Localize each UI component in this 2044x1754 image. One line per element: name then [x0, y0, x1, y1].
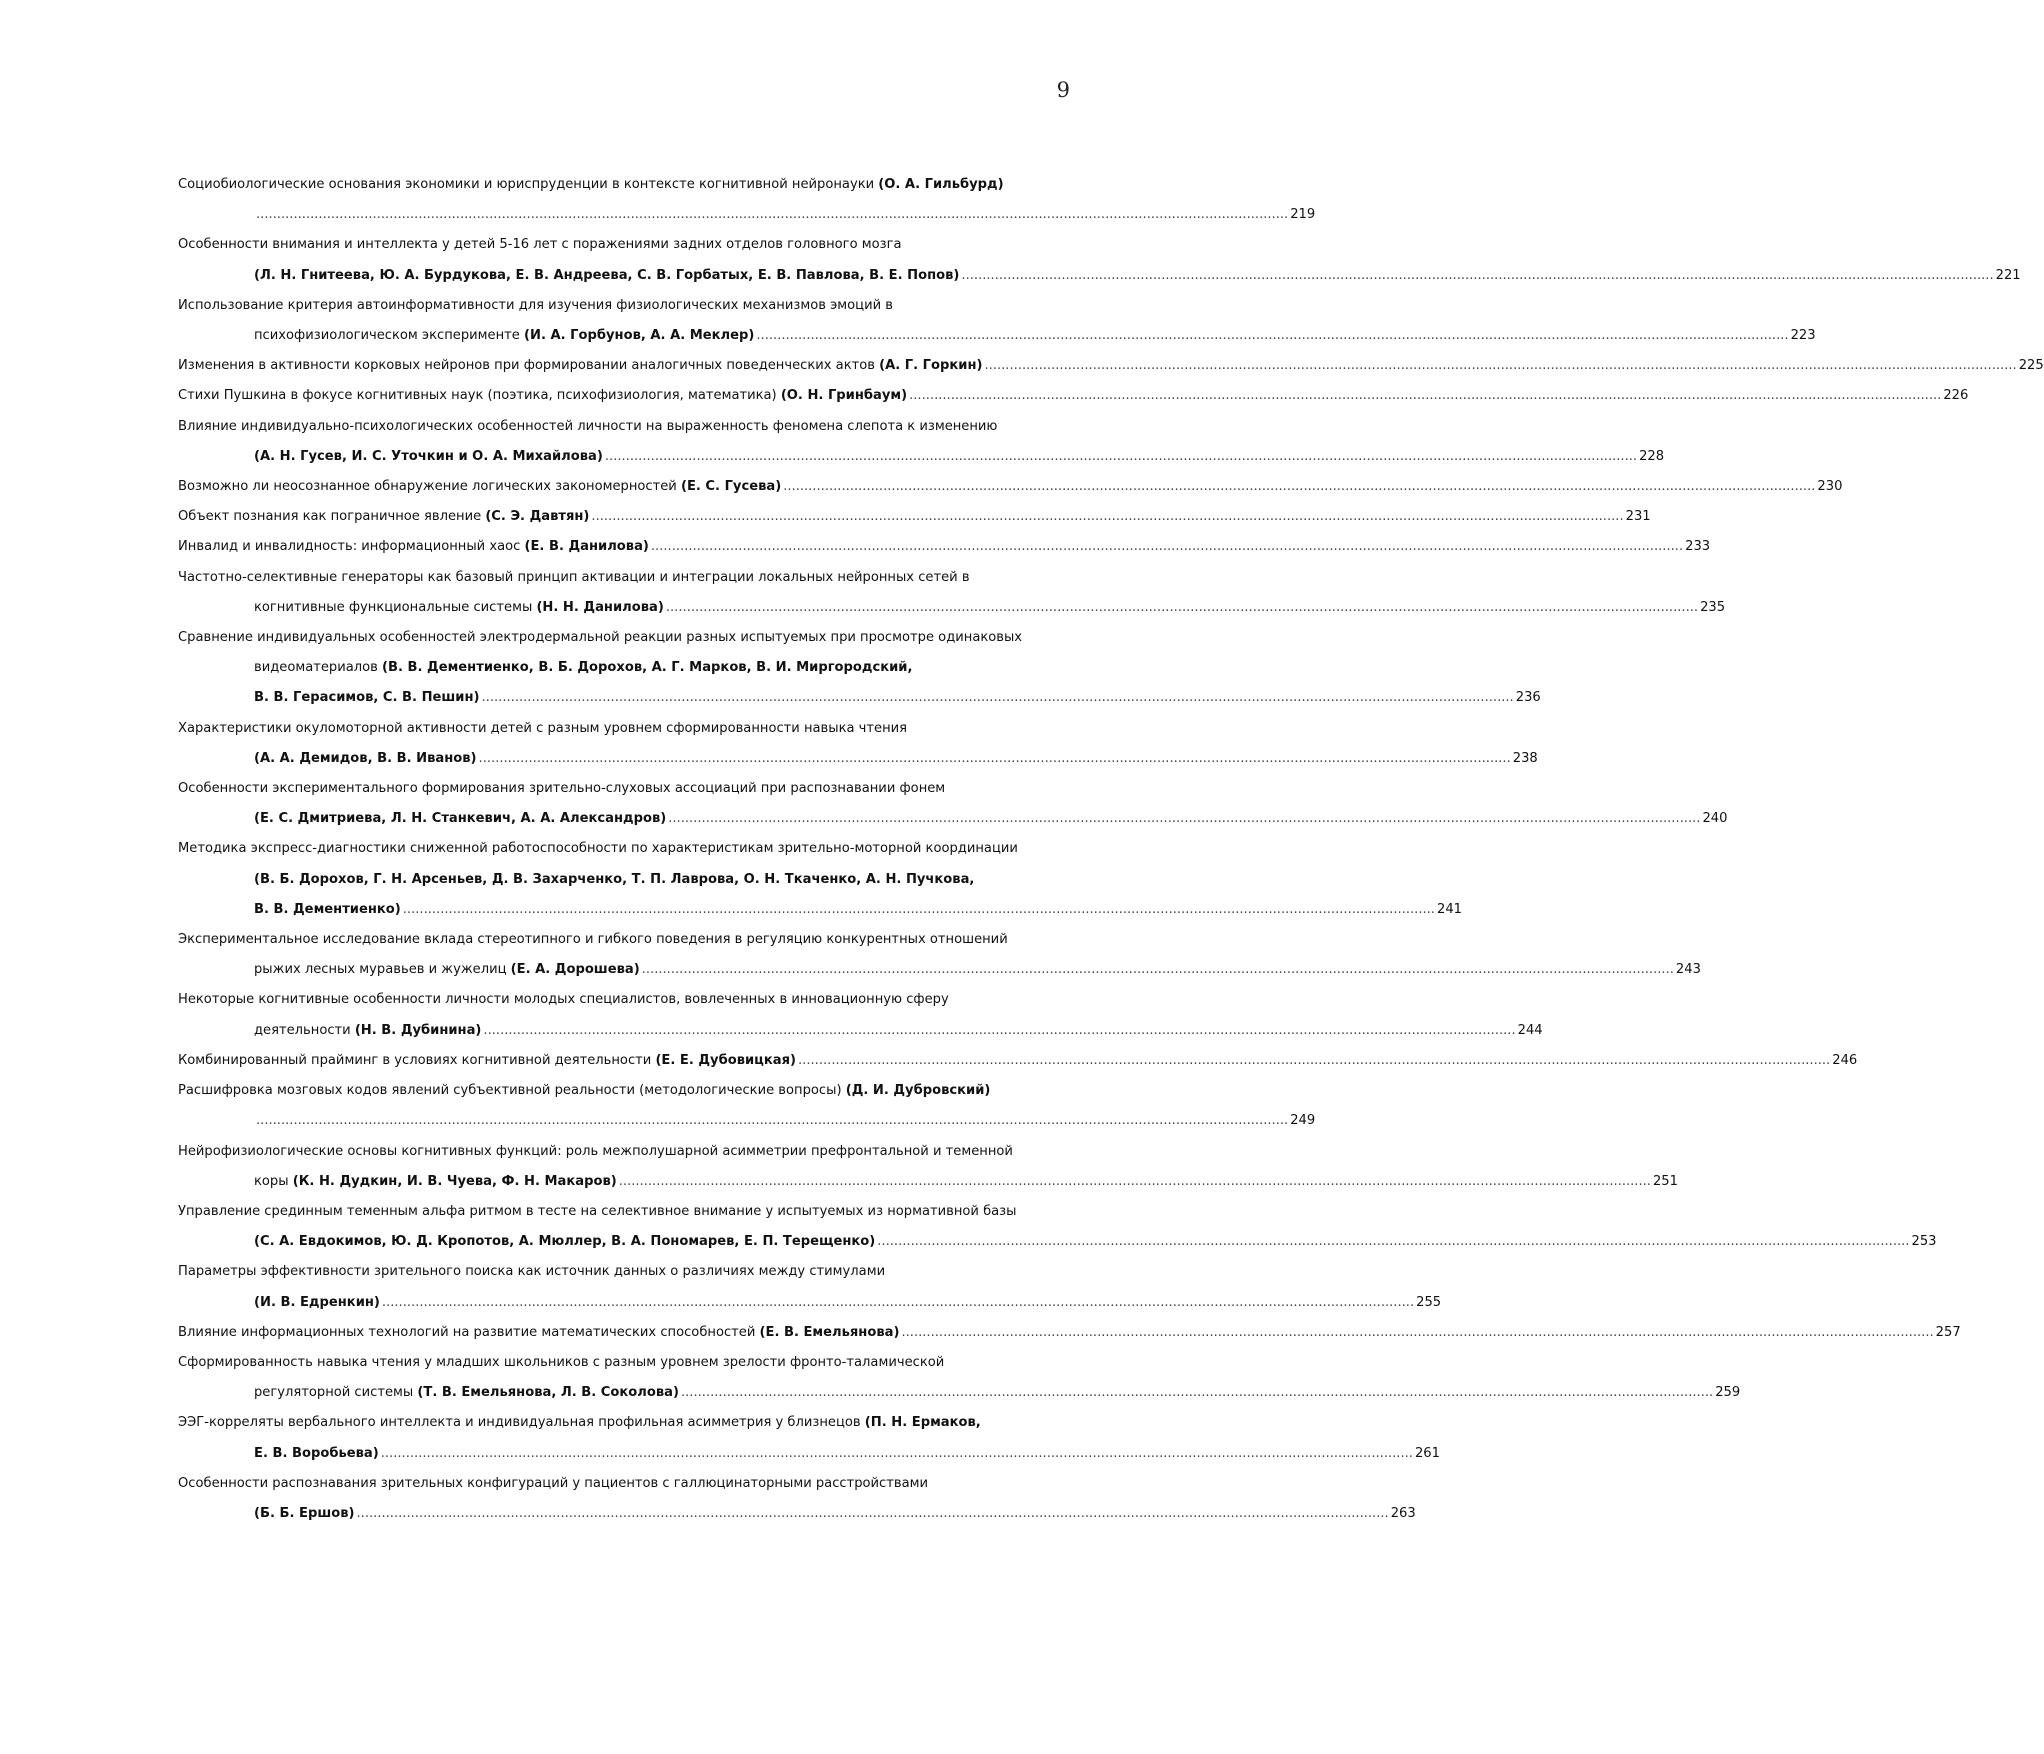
- toc-entry[interactable]: [178, 714, 1538, 774]
- toc-entry[interactable]: [178, 1137, 1678, 1197]
- entry-last-text: [254, 1227, 875, 1257]
- entry-page-number: 236: [1515, 690, 1541, 706]
- entry-leader-line: [254, 744, 1538, 774]
- toc-entry[interactable]: [178, 412, 1665, 472]
- entry-title-text: Частотно-селективные генераторы как базовый принцип активации и интеграции локальных нейронных сетей в: [178, 569, 970, 585]
- entry-last-text: [254, 593, 664, 623]
- entry-last-text: [254, 1016, 481, 1046]
- entry-page-number: 221: [1995, 267, 2021, 283]
- entry-last-text: [254, 1288, 380, 1318]
- entry-last-text: [254, 442, 603, 472]
- entry-title-text: видеоматериалов: [254, 660, 383, 676]
- dot-leader: [666, 593, 1698, 623]
- entry-title-text: деятельности: [254, 1022, 355, 1038]
- entry-title-text: Расшифровка мозговых кодов явлений субъективной реальности (методологические вопросы): [178, 1083, 846, 1099]
- toc-entry[interactable]: [178, 502, 1651, 532]
- toc-entry[interactable]: [178, 1197, 1937, 1257]
- entry-title-line: [178, 563, 1068, 593]
- toc-entry[interactable]: [178, 230, 2021, 290]
- entry-title-text: Сформированность навыка чтения у младших школьников с разным уровнем зрелости фронто-таламической: [178, 1354, 945, 1370]
- entry-last-text: [178, 1046, 796, 1076]
- entry-authors: (Е. Е. Дубовицкая): [655, 1052, 797, 1068]
- entry-authors: (Д. И. Дубровский): [845, 1083, 991, 1099]
- entry-page-number: 235: [1700, 599, 1726, 615]
- entry-title-text: Возможно ли неосознанное обнаружение логических закономерностей: [178, 479, 681, 495]
- entry-authors: (Н. В. Дубинина): [354, 1022, 482, 1038]
- entry-leader-line: [254, 1378, 1741, 1408]
- entry-last-text: [254, 895, 401, 925]
- entry-title-text: Особенности распознавания зрительных конфигураций у пациентов с галлюцинаторными расстройствами: [178, 1475, 929, 1491]
- entry-authors: (П. Н. Ермаков,: [864, 1415, 981, 1431]
- entry-authors: (Е. В. Данилова): [524, 539, 649, 555]
- entry-title-text: психофизиологическом эксперименте: [254, 328, 525, 344]
- entry-page-number: 263: [1390, 1505, 1416, 1521]
- dot-leader: [403, 895, 1435, 925]
- entry-title-line: [178, 714, 1068, 744]
- entry-title-text: Нейрофизиологические основы когнитивных функций: роль межполушарной асимметрии префронтальной и теменной: [178, 1143, 1013, 1159]
- dot-leader: [619, 1167, 1651, 1197]
- entry-title-text: Экспериментальное исследование вклада стереотипного и гибкого поведения в регуляцию конкурентных отношений: [178, 932, 1008, 948]
- entry-title-line: [178, 170, 1068, 200]
- entry-title-text: когнитивные функциональные системы: [254, 599, 537, 615]
- dot-leader: [605, 442, 1637, 472]
- entry-title-line: [178, 1257, 1068, 1287]
- entry-last-text: [254, 1439, 379, 1469]
- entry-title-line: [178, 834, 1068, 864]
- entry-leader-line: [254, 442, 1665, 472]
- dot-leader: [642, 955, 1674, 985]
- entry-last-text: [254, 1499, 355, 1529]
- toc-entry[interactable]: [178, 834, 1462, 925]
- entry-title-line: [178, 1076, 1068, 1106]
- toc-entry[interactable]: [178, 563, 1726, 623]
- entry-leader-line: [254, 1227, 1937, 1257]
- entry-title-text: Методика экспресс-диагностики сниженной работоспособности по характеристикам зрительно-моторной координации: [178, 841, 1018, 857]
- entry-leader-line: [178, 351, 2044, 381]
- dot-leader: [756, 321, 1788, 351]
- entry-leader-line: [254, 321, 1816, 351]
- entry-title-line: [178, 412, 1068, 442]
- entry-leader-line: [178, 1318, 1961, 1348]
- entry-last-text: [178, 1318, 899, 1348]
- dot-leader: [357, 1499, 1389, 1529]
- entry-title-text: Характеристики окуломоторной активности детей с разным уровнем сформированности навыка чтения: [178, 720, 908, 736]
- toc-entry[interactable]: [178, 1257, 1442, 1317]
- entry-last-text: [254, 804, 666, 834]
- entry-authors: (И. В. Едренкин): [254, 1294, 380, 1310]
- entry-authors: (Л. Н. Гнитеева, Ю. А. Бурдукова, Е. В. Андреева, С. В. Горбатых, Е. В. Павлова, В. Е. Попов): [254, 267, 960, 283]
- entry-page-number: 233: [1685, 539, 1711, 555]
- entry-title-line: [178, 1197, 1068, 1227]
- entry-title-text: Особенности внимания и интеллекта у детей 5-16 лет с поражениями задних отделов головного мозга: [178, 237, 902, 253]
- toc-entry[interactable]: [178, 623, 1541, 714]
- entry-leader-line: [254, 1167, 1678, 1197]
- entry-authors: (А. Н. Гусев, И. С. Уточкин и О. А. Михайлова): [254, 448, 603, 464]
- dot-leader: [381, 1439, 1413, 1469]
- entry-last-text: [178, 381, 907, 411]
- entry-last-text: [254, 261, 959, 291]
- toc-entry[interactable]: [178, 1076, 1316, 1136]
- entry-page-number: 249: [1290, 1113, 1316, 1129]
- entry-authors: Е. В. Воробьева): [254, 1445, 379, 1461]
- entry-title-line: [178, 925, 1068, 955]
- entry-authors: В. В. Герасимов, С. В. Пешин): [254, 690, 480, 706]
- entry-page-number: 230: [1817, 479, 1843, 495]
- entry-title-text: Социобиологические основания экономики и юриспруденции в контексте когнитивной нейронауки: [178, 177, 879, 192]
- entry-last-text: [178, 472, 781, 502]
- dot-leader: [256, 1106, 1288, 1136]
- entry-page-number: 241: [1436, 901, 1462, 917]
- entry-title-text: Параметры эффективности зрительного поиска как источник данных о различиях между стимулами: [178, 1264, 886, 1280]
- entry-page-number: 223: [1790, 328, 1816, 344]
- entry-authors: (О. Н. Гринбаум): [780, 388, 908, 404]
- entry-leader-line: [254, 200, 1316, 230]
- dot-leader: [783, 472, 1815, 502]
- entry-continuation-line: [254, 653, 1068, 683]
- entry-leader-line: [254, 261, 2021, 291]
- entry-leader-line: [254, 1106, 1316, 1136]
- entry-page-number: 257: [1935, 1324, 1961, 1340]
- entry-authors: (Е. В. Емельянова): [759, 1324, 900, 1340]
- toc-entry[interactable]: [178, 472, 1843, 502]
- entry-last-text: [178, 502, 589, 532]
- entry-title-line: [178, 230, 1068, 260]
- entry-authors: (Е. А. Дорошева): [510, 962, 640, 978]
- entry-page-number: 244: [1517, 1022, 1543, 1038]
- entry-page-number: 246: [1832, 1052, 1858, 1068]
- entry-title-text: ЭЭГ-корреляты вербального интеллекта и индивидуальная профильная асимметрия у близнецов: [178, 1415, 865, 1431]
- dot-leader: [479, 744, 1511, 774]
- entry-leader-line: [254, 955, 1701, 985]
- entry-leader-line: [178, 1046, 1858, 1076]
- entry-leader-line: [254, 1499, 1416, 1529]
- toc-entry[interactable]: [178, 985, 1543, 1045]
- entry-authors: (Н. Н. Данилова): [536, 599, 664, 615]
- entry-page-number: 243: [1675, 962, 1701, 978]
- entry-title-line: [178, 774, 1068, 804]
- entry-authors: (С. Э. Давтян): [485, 509, 590, 525]
- entry-title-text: Изменения в активности корковых нейронов при формировании аналогичных поведенческих актов: [178, 358, 880, 374]
- entry-page-number: 225: [2018, 358, 2044, 374]
- entry-title-line: [178, 1137, 1068, 1167]
- entry-title-line: [178, 1469, 1068, 1499]
- toc-entry[interactable]: [178, 351, 2044, 381]
- entry-page-number: 226: [1943, 388, 1969, 404]
- dot-leader: [877, 1227, 1909, 1257]
- entry-title-text: Комбинированный прайминг в условиях когнитивной деятельности: [178, 1052, 656, 1068]
- entry-last-text: [254, 1378, 679, 1408]
- entry-leader-line: [178, 502, 1651, 532]
- entry-title-line: [178, 291, 1068, 321]
- entry-leader-line: [254, 1016, 1543, 1046]
- entry-page-number: 238: [1512, 750, 1538, 766]
- entry-last-text: [254, 321, 754, 351]
- entry-page-number: 259: [1715, 1385, 1741, 1401]
- entry-authors: (Е. С. Дмитриева, Л. Н. Станкевич, А. А. Александров): [254, 811, 667, 827]
- entry-last-text: [254, 955, 640, 985]
- entry-leader-line: [254, 1439, 1440, 1469]
- toc-entry[interactable]: [178, 532, 1711, 562]
- entry-page-number: 231: [1625, 509, 1651, 525]
- entry-page-number: 251: [1652, 1173, 1678, 1189]
- dot-leader: [651, 532, 1683, 562]
- entry-title-text: Стихи Пушкина в фокусе когнитивных наук (поэтика, психофизиология, математика): [178, 388, 781, 404]
- entry-title-text: Влияние индивидуально-психологических особенностей личности на выраженность феномена слепота к изменению: [178, 418, 998, 434]
- entry-title-line: [178, 1408, 1068, 1438]
- entry-authors: (О. А. Гильбурд): [878, 177, 1004, 192]
- entry-title-line: [178, 623, 1068, 653]
- entry-authors: (К. Н. Дудкин, И. В. Чуева, Ф. Н. Макаров): [292, 1173, 617, 1189]
- entry-title-text: Объект познания как пограничное явление: [178, 509, 486, 525]
- entry-leader-line: [178, 472, 1843, 502]
- entry-title-line: [178, 1348, 1068, 1378]
- entry-last-text: [178, 532, 649, 562]
- entry-leader-line: [254, 804, 1728, 834]
- toc-entry[interactable]: [178, 291, 1816, 351]
- entry-last-text: [178, 351, 982, 381]
- page-number: 9: [1056, 78, 1070, 102]
- dot-leader: [256, 200, 1288, 230]
- dot-leader: [483, 1016, 1515, 1046]
- entry-title-text: рыжих лесных муравьев и жужелиц: [254, 962, 511, 978]
- entry-title-text: коры: [254, 1173, 293, 1189]
- toc-entry[interactable]: [178, 170, 1316, 230]
- dot-leader: [798, 1046, 1830, 1076]
- dot-leader: [901, 1318, 1933, 1348]
- entry-page-number: 219: [1290, 207, 1316, 223]
- entry-continuation-line: [254, 865, 1068, 895]
- entry-title-text: Особенности экспериментального формирования зрительно-слуховых ассоциаций при распознавании фонем: [178, 781, 946, 797]
- entry-title-text: Некоторые когнитивные особенности личности молодых специалистов, вовлеченных в инновационную сферу: [178, 992, 949, 1008]
- dot-leader: [984, 351, 2016, 381]
- toc-entry[interactable]: [178, 1348, 1741, 1408]
- entry-page-number: 261: [1414, 1445, 1440, 1461]
- entry-authors: (И. А. Горбунов, А. А. Меклер): [524, 328, 755, 344]
- entry-leader-line: [178, 381, 1969, 411]
- entry-authors: (А. А. Демидов, В. В. Иванов): [254, 750, 477, 766]
- entry-authors: (Б. Б. Ершов): [254, 1505, 355, 1521]
- entry-leader-line: [178, 532, 1711, 562]
- toc-entry[interactable]: [178, 774, 1728, 834]
- entry-title-text: Инвалид и инвалидность: информационный хаос: [178, 539, 525, 555]
- entry-last-text: [254, 1167, 617, 1197]
- dot-leader: [961, 261, 1993, 291]
- entry-title-text: Влияние информационных технологий на развитие математических способностей: [178, 1324, 760, 1340]
- entry-title-line: [178, 985, 1068, 1015]
- entry-authors: (В. Б. Дорохов, Г. Н. Арсеньев, Д. В. Захарченко, Т. П. Лаврова, О. Н. Ткаченко, А. Н. Пучкова,: [254, 871, 975, 887]
- entry-title-text: Использование критерия автоинформативности для изучения физиологических механизмов эмоций в: [178, 297, 893, 313]
- dot-leader: [591, 502, 1623, 532]
- toc-entry[interactable]: [178, 1469, 1416, 1529]
- entry-title-text: регуляторной системы: [254, 1385, 418, 1401]
- entry-title-text: Сравнение индивидуальных особенностей электродермальной реакции разных испытуемых при просмотре одинаковых: [178, 630, 1023, 646]
- toc-entry[interactable]: [178, 1318, 1961, 1348]
- entry-authors: (А. Г. Горкин): [879, 358, 983, 374]
- entry-authors: (Е. С. Гусева): [680, 479, 782, 495]
- entry-authors: (Т. В. Емельянова, Л. В. Соколова): [417, 1385, 679, 1401]
- entry-leader-line: [254, 895, 1462, 925]
- dot-leader: [909, 381, 1941, 411]
- entry-authors: (С. А. Евдокимов, Ю. Д. Кропотов, А. Мюллер, В. А. Пономарев, Е. П. Терещенко): [254, 1234, 876, 1250]
- entry-last-text: [254, 744, 477, 774]
- dot-leader: [382, 1288, 1414, 1318]
- dot-leader: [668, 804, 1700, 834]
- dot-leader: [681, 1378, 1713, 1408]
- entry-leader-line: [254, 683, 1541, 713]
- entry-page-number: 240: [1702, 811, 1728, 827]
- toc-entry[interactable]: [178, 1046, 1858, 1076]
- entry-authors: (В. В. Дементиенко, В. Б. Дорохов, А. Г. Марков, В. И. Миргородский,: [382, 660, 913, 676]
- dot-leader: [482, 683, 1514, 713]
- entry-leader-line: [254, 1288, 1442, 1318]
- entry-page-number: 253: [1911, 1234, 1937, 1250]
- entry-last-text: [254, 683, 480, 713]
- toc-entry[interactable]: [178, 925, 1701, 985]
- toc-entry[interactable]: [178, 381, 1969, 411]
- entry-title-text: Управление срединным теменным альфа ритмом в тесте на селективное внимание у испытуемых из нормативной базы: [178, 1203, 1017, 1219]
- entry-page-number: 228: [1639, 448, 1665, 464]
- toc-entry[interactable]: [178, 1408, 1440, 1468]
- entry-page-number: 255: [1416, 1294, 1442, 1310]
- table-of-contents: [178, 170, 2044, 1529]
- entry-authors: В. В. Дементиенко): [254, 901, 401, 917]
- entry-leader-line: [254, 593, 1726, 623]
